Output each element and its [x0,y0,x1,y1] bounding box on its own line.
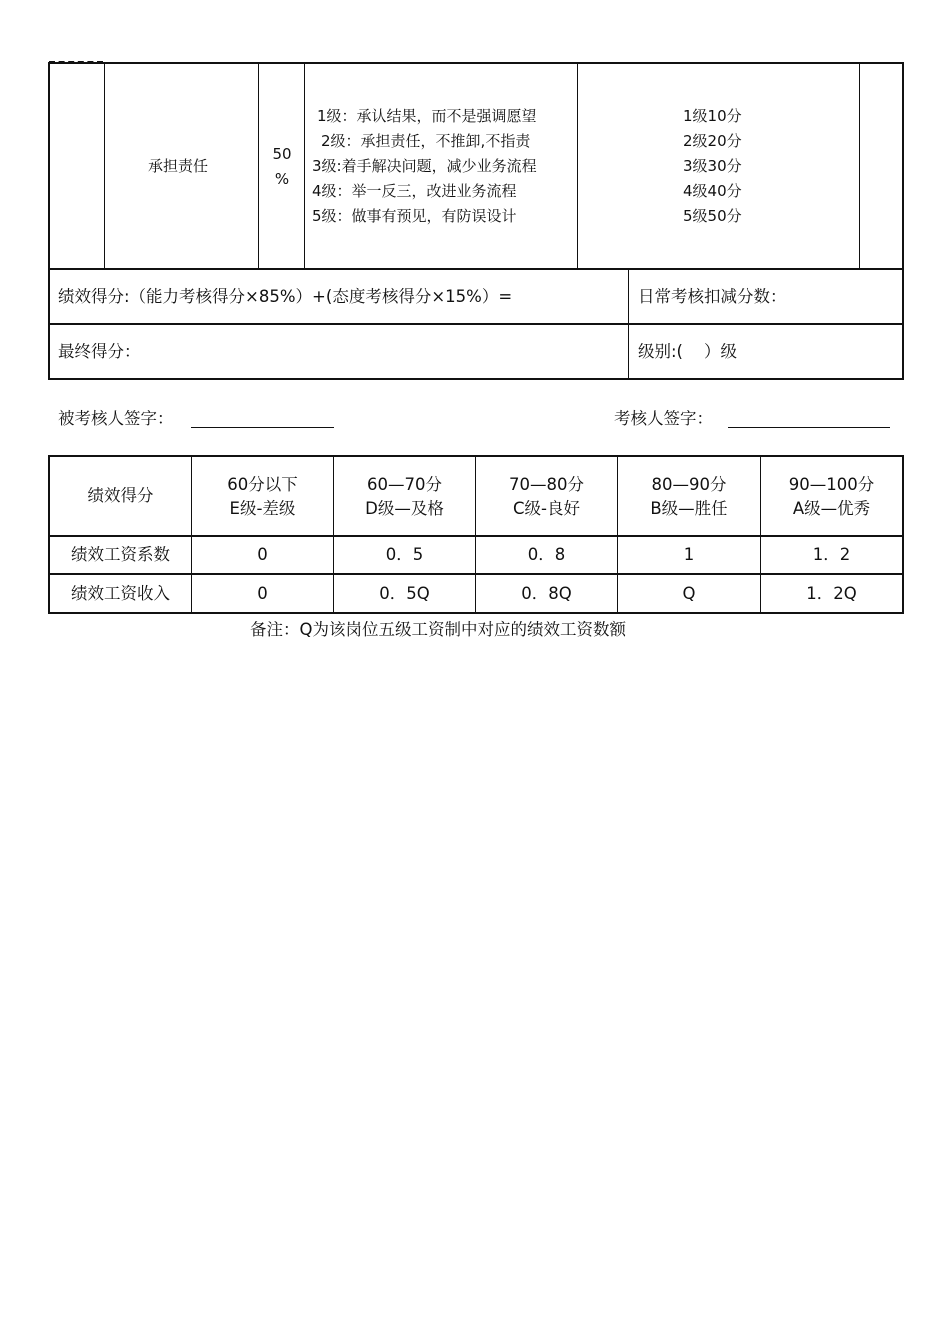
rule [902,62,904,380]
criteria-item: 5级：做事有预见，有防误设计 [312,207,517,225]
table-cell: 0．5Q [379,584,430,603]
rule [258,62,259,269]
grade-range: 60—70分 [367,475,442,494]
rule [48,378,904,380]
rule [48,268,904,270]
assessor-signature-label: 考核人签字： [614,409,713,428]
rule [48,455,904,457]
table-cell: 1．2Q [806,584,857,603]
assessee-signature-label: 被考核人签字： [58,409,174,428]
table-cell: 1 [683,545,695,564]
table-cell: 0．5 [385,545,424,564]
grade-level: E级-差级 [229,499,296,518]
criteria-list [312,104,537,229]
rule [304,62,305,269]
table-cell: 0．8Q [521,584,572,603]
rule [48,323,904,325]
grade-range: 60分以下 [227,475,298,494]
rule [48,573,904,575]
grade-level: B级—胜任 [650,499,728,518]
row-label: 绩效工资收入 [71,584,170,603]
weight-value: 50 [272,145,292,163]
score-item: 3级30分 [683,157,742,175]
score-item: 2级20分 [683,132,742,150]
criteria-item: 2级：承担责任，不推卸,不指责 [321,132,531,150]
criteria-item: 1级：承认结果，而不是强调愿望 [317,107,537,125]
rule [859,62,860,269]
grade-range: 80—90分 [651,475,727,494]
score-item: 5级50分 [683,207,742,225]
rule [577,62,578,269]
score-item: 4级40分 [683,182,742,200]
table-cell: 0 [257,584,268,603]
rule [628,269,629,379]
rule [104,62,105,269]
table-cell: 0．8 [527,545,566,564]
rule [48,62,904,64]
score-list [683,104,742,229]
assessor-signature-line[interactable] [728,427,890,428]
daily-deduction-label: 日常考核扣减分数： [638,287,787,306]
rule [48,612,904,614]
table-cell: 0 [257,545,268,564]
grade-level: A级—优秀 [792,499,871,518]
grade-header-label: 绩效得分 [87,486,154,505]
score-item: 1级10分 [683,107,742,125]
rule [48,535,904,537]
level-label: 级别:( ）级 [638,342,737,361]
criteria-item: 3级:着手解决问题，减少业务流程 [312,157,537,175]
grade-range: 70—80分 [509,475,584,494]
grade-level: C级-良好 [513,499,580,518]
table-cell: Q [682,584,696,603]
rule [48,62,50,380]
row-label: 绩效工资系数 [71,545,170,564]
item-name: 承担责任 [148,157,209,175]
table-cell: 1．2 [812,545,851,564]
rule [902,455,904,614]
assessee-signature-line[interactable] [191,427,334,428]
grade-range: 90—100分 [788,475,875,494]
performance-formula: 绩效得分:（能力考核得分×85%）+(态度考核得分×15%）= [58,287,513,306]
criteria-item: 4级：举一反三，改进业务流程 [312,182,517,200]
final-score-label: 最终得分： [58,342,141,361]
grade-level: D级—及格 [365,499,444,518]
weight-unit: % [274,170,290,188]
footnote: 备注：Q为该岗位五级工资制中对应的绩效工资数额 [250,620,626,639]
